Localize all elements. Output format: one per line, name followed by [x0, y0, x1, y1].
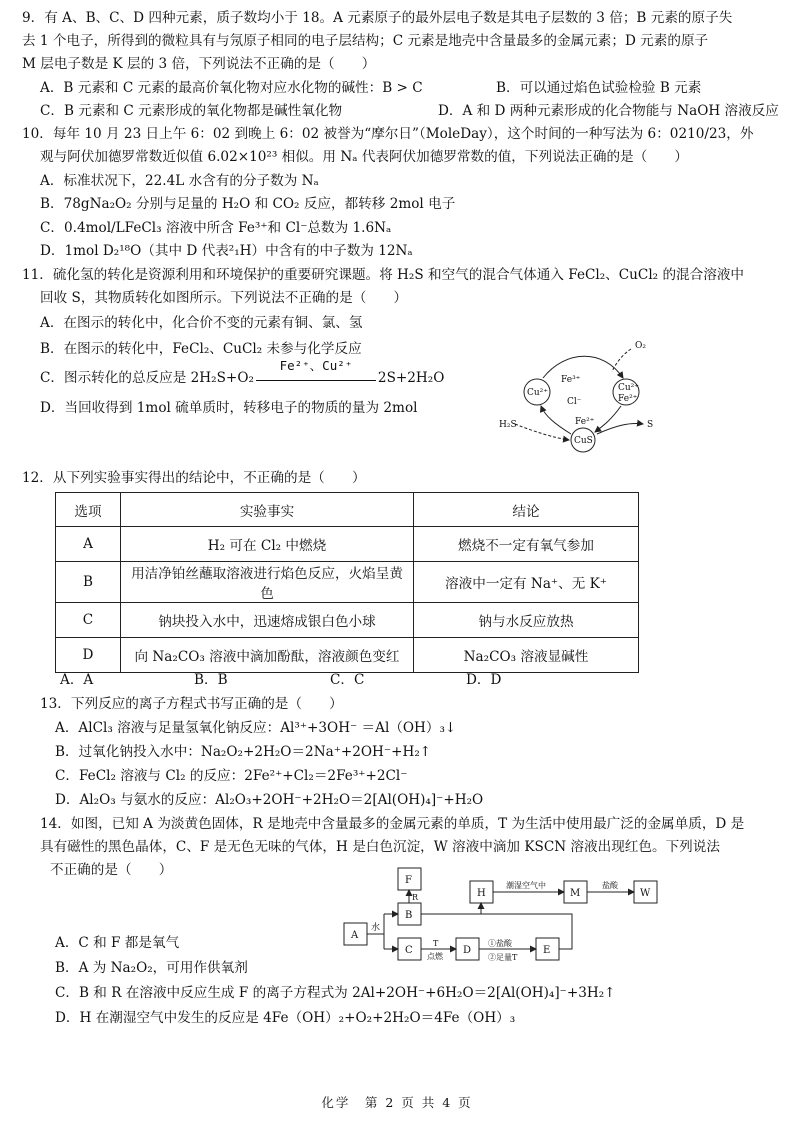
label-a: A — [351, 930, 359, 941]
q10-stem-line2: 观与阿伏加德罗常数近似值 6.02×10²³ 相似。用 Nₐ 代表阿伏加德罗常数的值，下列说法正确的是（ ） — [40, 149, 689, 165]
row-d-fact: 向 Na₂CO₃ 溶液中滴加酚酞，溶液颜色变红 — [121, 638, 414, 673]
q9-option-a: A．B 元素和 C 元素的最高价氧化物对应水化物的碱性：B > C — [40, 80, 423, 96]
q13-option-c: C．FeCl₂ 溶液与 Cl₂ 的反应：2Fe²⁺+Cl₂＝2Fe³⁺+2Cl⁻ — [55, 768, 408, 784]
q12-choice-d: D．D — [466, 672, 502, 688]
label-water: 水 — [371, 923, 381, 933]
row-c-option: C — [56, 603, 121, 638]
q9-option-b: B．可以通过焰色试验检验 B 元素 — [496, 80, 702, 96]
q12-choice-a: A．A — [60, 672, 94, 688]
label-t: T — [433, 939, 439, 948]
row-b-fact: 用洁净铂丝蘸取溶液进行焰色反应，火焰呈黄色 — [121, 562, 414, 603]
label-moist-air: 潮湿空气中 — [506, 881, 546, 890]
label-ignite: 点燃 — [427, 952, 443, 961]
label-hcl-step: ①盐酸 — [488, 939, 512, 948]
label-b: B — [405, 910, 413, 921]
row-d-option: D — [56, 638, 121, 673]
q12-choice-b: B．B — [194, 672, 228, 688]
table-row — [56, 603, 639, 638]
q9-stem-line1: 9．有 A、B、C、D 四种元素，质子数均小于 18。A 元素原子的最外层电子数是其电子层数的 3 倍；B 元素的原子失 — [22, 10, 733, 26]
h2s-cycle-diagram — [495, 334, 670, 462]
q13-stem: 13．下列反应的离子方程式书写正确的是（ ） — [40, 696, 343, 712]
q11-option-d: D．当回收得到 1mol 硫单质时，转移电子的物质的量为 2mol — [40, 400, 418, 416]
q10-stem-line1: 10．每年 10 月 23 日上午 6：02 到晚上 6：02 被誉为“摩尔日”（MoleDay），这个时间的一种写法为 6：0210/23，外 — [22, 126, 754, 142]
q10-option-a: A．标准状况下，22.4L 水含有的分子数为 Nₐ — [40, 173, 319, 189]
left-arc — [541, 406, 571, 434]
q9-stem-line2: 去 1 个电子，所得到的微粒具有与氖原子相同的电子层结构；C 元素是地壳中含量最多的金属元素；D 元素的原子 — [22, 33, 709, 49]
table-header-row — [56, 493, 639, 527]
q11-option-c — [40, 358, 445, 388]
label-c: C — [405, 945, 413, 956]
q11-option-c-products: 2S+2H₂O — [377, 370, 445, 386]
row-d-conclusion: Na₂CO₃ 溶液显碱性 — [414, 638, 639, 673]
q14-option-a: A．C 和 F 都是氧气 — [55, 935, 180, 951]
fe3-label: Fe³⁺ — [561, 375, 581, 385]
row-b-conclusion: 溶液中一定有 Na⁺、无 K⁺ — [414, 562, 639, 603]
q11-option-b: B．在图示的转化中，FeCl₂、CuCl₂ 未参与化学反应 — [40, 341, 362, 357]
label-e: E — [543, 945, 551, 956]
row-b-option: B — [56, 562, 121, 603]
cl-label: Cl⁻ — [567, 397, 582, 407]
page-footer: 化学 第 2 页 共 4 页 — [321, 1095, 473, 1110]
label-h: H — [477, 888, 486, 899]
reaction-arrow — [254, 358, 378, 388]
q13-option-d: D．Al₂O₃ 与氨水的反应：Al₂O₃+2OH⁻+2H₂O＝2[Al(OH)₄]⁻+H₂O — [55, 792, 484, 808]
q13-option-b: B．过氧化钠投入水中：Na₂O₂+2H₂O＝2Na⁺+2OH⁻+H₂↑ — [55, 744, 432, 760]
cus-label: CuS — [574, 436, 593, 446]
h2s-arrow — [515, 424, 569, 440]
q13-option-a: A．AlCl₃ 溶液与足量氢氧化钠反应：Al³⁺+3OH⁻ ＝Al（OH）₃↓ — [55, 720, 457, 736]
table-row — [56, 527, 639, 562]
label-f: F — [405, 875, 412, 886]
q14-option-b: B．A 为 Na₂O₂，可用作供氧剂 — [55, 960, 248, 976]
table-row — [56, 638, 639, 673]
cu-left-label: Cu²⁺ — [527, 388, 549, 398]
o2-label: O₂ — [635, 341, 646, 351]
q10-option-d: D．1mol D₂¹⁸O（其中 D 代表²₁H）中含有的中子数为 12Nₐ — [40, 243, 413, 259]
q12-table — [55, 492, 639, 673]
q14-option-d: D．H 在潮湿空气中发生的反应是 4Fe（OH）₂+O₂+2H₂O＝4Fe（OH）₃ — [55, 1010, 516, 1026]
q14-stem-line2: 具有磁性的黑色晶体，C、F 是无色无味的气体，H 是白色沉淀，W 溶液中滴加 KSCN 溶液出现红色。下列说法 — [40, 839, 720, 855]
right-arc — [595, 406, 621, 432]
q9-option-c: C．B 元素和 C 元素形成的氧化物都是碱性氧化物 — [40, 103, 343, 119]
label-r: R — [412, 893, 419, 902]
label-w: W — [640, 888, 651, 899]
q11-option-c-text: C．图示转化的总反应是 2H₂S+O₂ — [40, 370, 254, 386]
header-conclusion: 结论 — [414, 493, 639, 527]
q10-option-c: C．0.4mol/LFeCl₃ 溶液中所含 Fe³⁺和 Cl⁻总数为 1.6Nₐ — [40, 220, 392, 236]
q14-stem-line1: 14．如图，已知 A 为淡黄色固体，R 是地壳中含量最多的金属元素的单质，T 为生活中使用最广泛的金属单质，D 是 — [40, 816, 745, 832]
fe2-mid-label: Fe²⁺ — [575, 417, 595, 427]
q11-stem-line1: 11．硫化氢的转化是资源利用和环境保护的重要研究课题。将 H₂S 和空气的混合气体通入 FeCl₂、CuCl₂ 的混合溶液中 — [22, 267, 745, 283]
h2s-label: H₂S — [499, 420, 517, 430]
q14-option-c: C．B 和 R 在溶液中反应生成 F 的离子方程式为 2Al+2OH⁻+6H₂O＝2[Al(OH)₄]⁻+3H₂↑ — [55, 985, 616, 1001]
fe2-right-label: Fe²⁺ — [618, 394, 638, 404]
row-a-fact: H₂ 可在 Cl₂ 中燃烧 — [121, 527, 414, 562]
q9-option-d: D．A 和 D 两种元素形成的化合物能与 NaOH 溶液反应 — [438, 103, 779, 119]
header-option: 选项 — [56, 493, 121, 527]
upper-arc — [543, 356, 623, 378]
header-fact: 实验事实 — [121, 493, 414, 527]
label-d: D — [463, 945, 472, 956]
table-row — [56, 562, 639, 603]
label-t-step: ②足量T — [488, 953, 518, 962]
reaction-condition: Fe²⁺、Cu²⁺ — [279, 358, 353, 373]
row-c-conclusion: 钠与水反应放热 — [414, 603, 639, 638]
q14-stem-line3: 不正确的是（ ） — [50, 862, 173, 878]
row-a-option: A — [56, 527, 121, 562]
cu-right-label: Cu²⁺ — [618, 383, 640, 393]
q10-option-b: B．78gNa₂O₂ 分别与足量的 H₂O 和 CO₂ 反应，都转移 2mol 电子 — [40, 196, 456, 212]
reaction-arrow-line — [256, 380, 376, 381]
substance-flow-diagram — [340, 862, 685, 974]
q9-stem-line3: M 层电子数是 K 层的 3 倍，下列说法不正确的是（ ） — [22, 56, 376, 72]
label-m: M — [570, 888, 581, 899]
q11-option-a: A．在图示的转化中，化合价不变的元素有铜、氯、氢 — [40, 315, 363, 331]
q12-stem: 12．从下列实验事实得出的结论中，不正确的是（ ） — [22, 470, 366, 486]
row-a-conclusion: 燃烧不一定有氧气参加 — [414, 527, 639, 562]
row-c-fact: 钠块投入水中，迅速熔成银白色小球 — [121, 603, 414, 638]
s-label: S — [647, 420, 654, 430]
q11-stem-line2: 回收 S，其物质转化如图所示。下列说法不正确的是（ ） — [40, 290, 408, 306]
label-hcl: 盐酸 — [602, 881, 618, 890]
q12-choice-c: C．C — [330, 672, 365, 688]
